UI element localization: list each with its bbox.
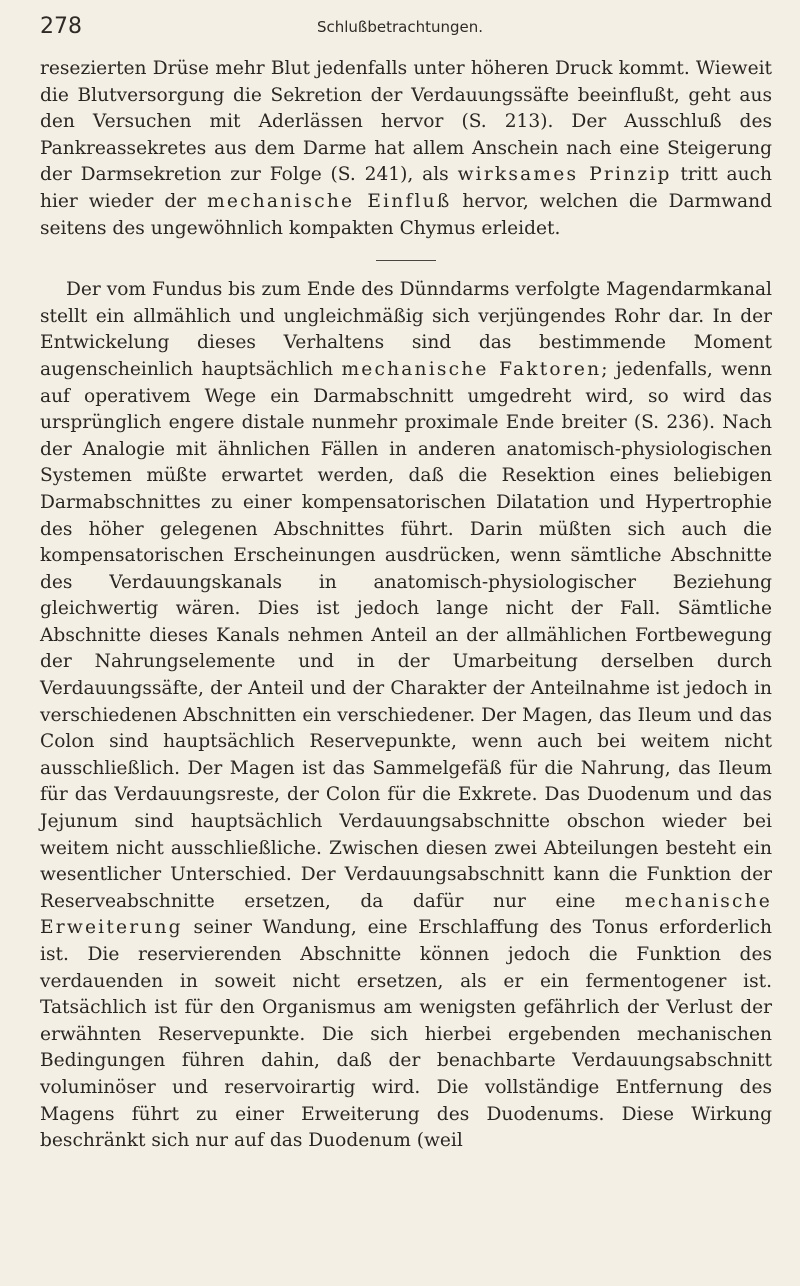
- paragraph-1: [40, 56, 772, 242]
- body-text: [40, 56, 772, 1155]
- paragraph-1-text-a: resezierten Drüse mehr Blut jedenfalls unter höheren Druck kommt. Wieweit die Blutversorgung die Sekretion der Verdauungssäfte beeinflußt, geht aus den Versuchen mit Aderlässen hervor (S. 213). Der Ausschluß des Pankreassekretes aus dem Darme hat allem Anschein nach eine Steigerung der Darmsekretion zur Folge (S. 241), als: [40, 58, 772, 186]
- running-head: Schlußbetrachtungen.: [316, 18, 484, 36]
- paragraph-2-text-c: seiner Wandung, eine Erschlaffung des Tonus erforderlich ist. Die reservierenden Abschnitte können jedoch die Funktion des verdauenden in soweit nicht ersetzen, als er ein fermentogener ist. Tatsächlich ist für den Organismus am wenigsten gefährlich der Verlust der erwähnten Reservepunkte. Die sich hierbei ergebenden mechanischen Bedingungen führen dahin, daß der benachbarte Verdauungsabschnitt voluminöser und reservoirartig wird. Die vollständige Entfernung des Magens führt zu einer Erweiterung des Duodenums. Diese Wirkung beschränkt sich nur auf das Duodenum (weil: [40, 917, 772, 1152]
- page-number: 278: [40, 14, 82, 39]
- paragraph-1-text-b: tritt auch hier wieder der: [40, 164, 772, 212]
- section-divider: [376, 260, 436, 261]
- paragraph-2-text-b: ; jedenfalls, wenn auf operativem Wege ein Darmabschnitt umgedreht wird, so wird das ursprünglich engere distale nunmehr proximale Ende breiter (S. 236). Nach der Analogie mit ähnlichen Fällen in anderen anatomisch-physiologischen Systemen müßte erwartet werden, daß die Resektion eines beliebigen Darmabschnittes zu einer kompensatorischen Dilatation und Hypertrophie des höher gelegenen Abschnittes führt. Darin müßten sich auch die kompensatorischen Erscheinungen ausdrücken, wenn sämtliche Abschnitte des Verdauungskanals in anatomisch-physiologischer Beziehung gleichwertig wären. Dies ist jedoch lange nicht der Fall. Sämtliche Abschnitte dieses Kanals nehmen Anteil an der allmählichen Fortbewegung der Nahrungselemente und in der Umarbeitung derselben durch Verdauungssäfte, der Anteil und der Charakter der Anteilnahme ist jedoch in verschiedenen Abschnitten ein verschiedener. Der Magen, das Ileum und das Colon sind hauptsächlich Reservepunkte, wenn auch bei weitem nicht ausschließlich. Der Magen ist das Sammelgefäß für die Nahrung, das Ileum für das Verdauungsreste, der Colon für die Exkrete. Das Duodenum und das Jejunum sind hauptsächlich Verdauungsabschnitte obschon wieder bei weitem nicht ausschließliche. Zwischen diesen zwei Abteilungen besteht ein wesentlicher Unterschied. Der Verdauungsabschnitt kann die Funktion der Reserveabschnitte ersetzen, da dafür nur eine: [40, 358, 772, 912]
- paragraph-1-text-c: hervor, welchen die Darmwand seitens des ungewöhnlich kompakten Chymus erleidet.: [40, 190, 772, 239]
- page-header: [40, 14, 760, 44]
- paragraph-2-emphasis-a: mechanische Faktoren: [341, 358, 602, 380]
- paragraph-1-emphasis-a: wirksames Prinzip: [457, 164, 672, 186]
- paragraph-2-text-a: Der vom Fundus bis zum Ende des Dünndarms verfolgte Magendarmkanal stellt ein allmählich und ungleichmäßig sich verjüngendes Rohr dar. In der Entwickelung dieses Verhaltens sind das bestimmende Moment augenscheinlich hauptsächlich: [40, 279, 772, 380]
- paragraph-2-emphasis-b: mechanische Erweiterung: [40, 890, 772, 939]
- paragraph-1-emphasis-b: mechanische Einfluß: [207, 190, 452, 212]
- paragraph-2: [40, 277, 772, 1155]
